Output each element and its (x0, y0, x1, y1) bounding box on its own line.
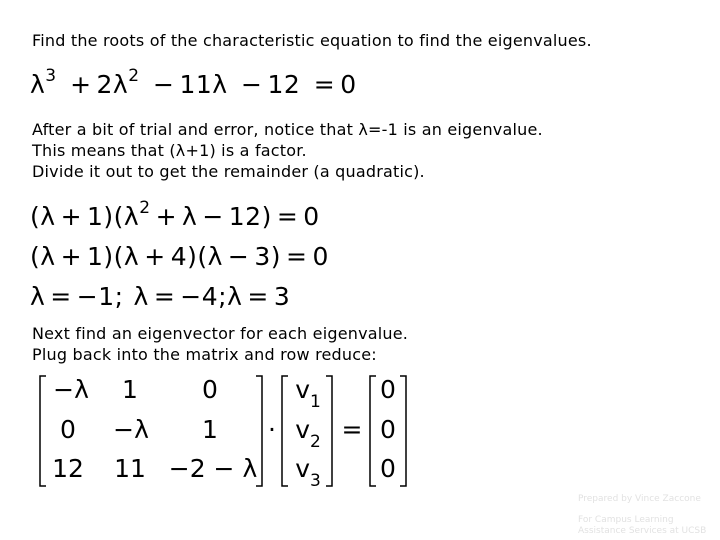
eq-term: 1)(λ (87, 202, 140, 231)
eq-term: λ (30, 282, 46, 311)
explanation-line: Divide it out to get the remainder (a quadratic). (32, 162, 425, 181)
eq-operator: = (276, 202, 299, 231)
eq-operator: − (227, 242, 250, 271)
zero-entry: 0 (380, 415, 396, 444)
eq-term: −1; (76, 282, 124, 311)
eq-exponent: 3 (45, 65, 57, 86)
eq-term: 3 (273, 282, 291, 311)
factored-equation-2 (30, 238, 329, 276)
next-steps-text (32, 323, 408, 365)
next-steps-line: Next find an eigenvector for each eigenvalue. (32, 324, 409, 343)
eq-operator: + (60, 242, 83, 271)
eq-operator: − (202, 202, 224, 231)
eq-operator: + (155, 202, 178, 231)
next-steps-line: Plug back into the matrix and row reduce: (32, 345, 377, 364)
matrix-cell: 1 (202, 415, 218, 444)
matrix-cell: 0 (202, 375, 218, 404)
eq-term: 12 (267, 70, 301, 99)
credit-line: For Campus Learning (578, 515, 674, 525)
matrix-cell: −λ (53, 375, 89, 404)
eq-term: λ (133, 282, 149, 311)
eq-term: (λ (30, 242, 56, 271)
eq-operator: + (144, 242, 166, 271)
eq-operator: = (313, 70, 336, 99)
eq-term: −4; (180, 282, 228, 311)
vector-entry (289, 415, 327, 452)
eq-term: λ (227, 282, 243, 311)
eq-term: 0 (340, 70, 357, 99)
matrix-cell: 11 (114, 454, 146, 483)
eq-operator: = (153, 282, 176, 311)
vector-base: v (295, 375, 310, 404)
matrix-equation (38, 374, 410, 491)
zero-right-bracket (400, 376, 406, 486)
equals-sign: = (341, 415, 363, 444)
eq-term: 11λ (179, 70, 228, 99)
vector-subscript: 2 (309, 432, 321, 452)
vector-subscript: 3 (309, 471, 321, 491)
explanation-line: After a bit of trial and error, notice that λ=-1 is an eigenvalue. (32, 120, 543, 139)
credit-line: Assistance Services at UCSB (578, 526, 707, 536)
eq-operator: = (50, 282, 72, 311)
eq-operator: + (60, 202, 83, 231)
multiply-dot: · (268, 415, 276, 444)
vector-base: v (295, 415, 310, 444)
eq-term: 0 (303, 202, 320, 231)
vector-base: v (295, 454, 310, 483)
eq-term: 0 (312, 242, 329, 271)
matrix-cell: 12 (52, 454, 84, 483)
eq-term: 2λ (96, 70, 129, 99)
factored-equation-1 (30, 198, 320, 236)
eq-term: 1)(λ (87, 242, 140, 271)
eq-operator: + (70, 70, 92, 99)
eq-operator: − (241, 70, 263, 99)
zero-entry: 0 (380, 454, 396, 483)
eq-exponent: 2 (139, 197, 151, 218)
matrix-cell: 1 (122, 375, 138, 404)
roots-equation (30, 278, 290, 316)
matrix-cell: −λ (113, 415, 149, 444)
eq-operator: − (153, 70, 175, 99)
eq-term: 12) (228, 202, 272, 231)
vector-left-bracket (282, 376, 288, 486)
vector-entry (289, 375, 327, 412)
matrix-cell: −2 − λ (168, 454, 258, 483)
eq-term: λ (30, 70, 46, 99)
eq-term: 3) (254, 242, 282, 271)
vector-subscript: 1 (309, 392, 321, 412)
characteristic-equation (30, 66, 357, 104)
eq-operator: = (286, 242, 308, 271)
eq-term: (λ (30, 202, 56, 231)
eq-exponent: 2 (128, 65, 140, 86)
explanation-line: This means that (λ+1) is a factor. (32, 141, 307, 160)
vector-entry (289, 454, 327, 491)
explanation-text (32, 119, 543, 182)
eq-term: λ (182, 202, 198, 231)
eq-term: 4)(λ (170, 242, 223, 271)
zero-entry: 0 (380, 375, 396, 404)
intro-text (32, 30, 592, 51)
credit-author: Prepared by Vince Zaccone (578, 494, 701, 504)
intro-line: Find the roots of the characteristic equation to find the eigenvalues. (32, 31, 592, 50)
eq-operator: = (247, 282, 269, 311)
matrix-cell: 0 (60, 415, 76, 444)
